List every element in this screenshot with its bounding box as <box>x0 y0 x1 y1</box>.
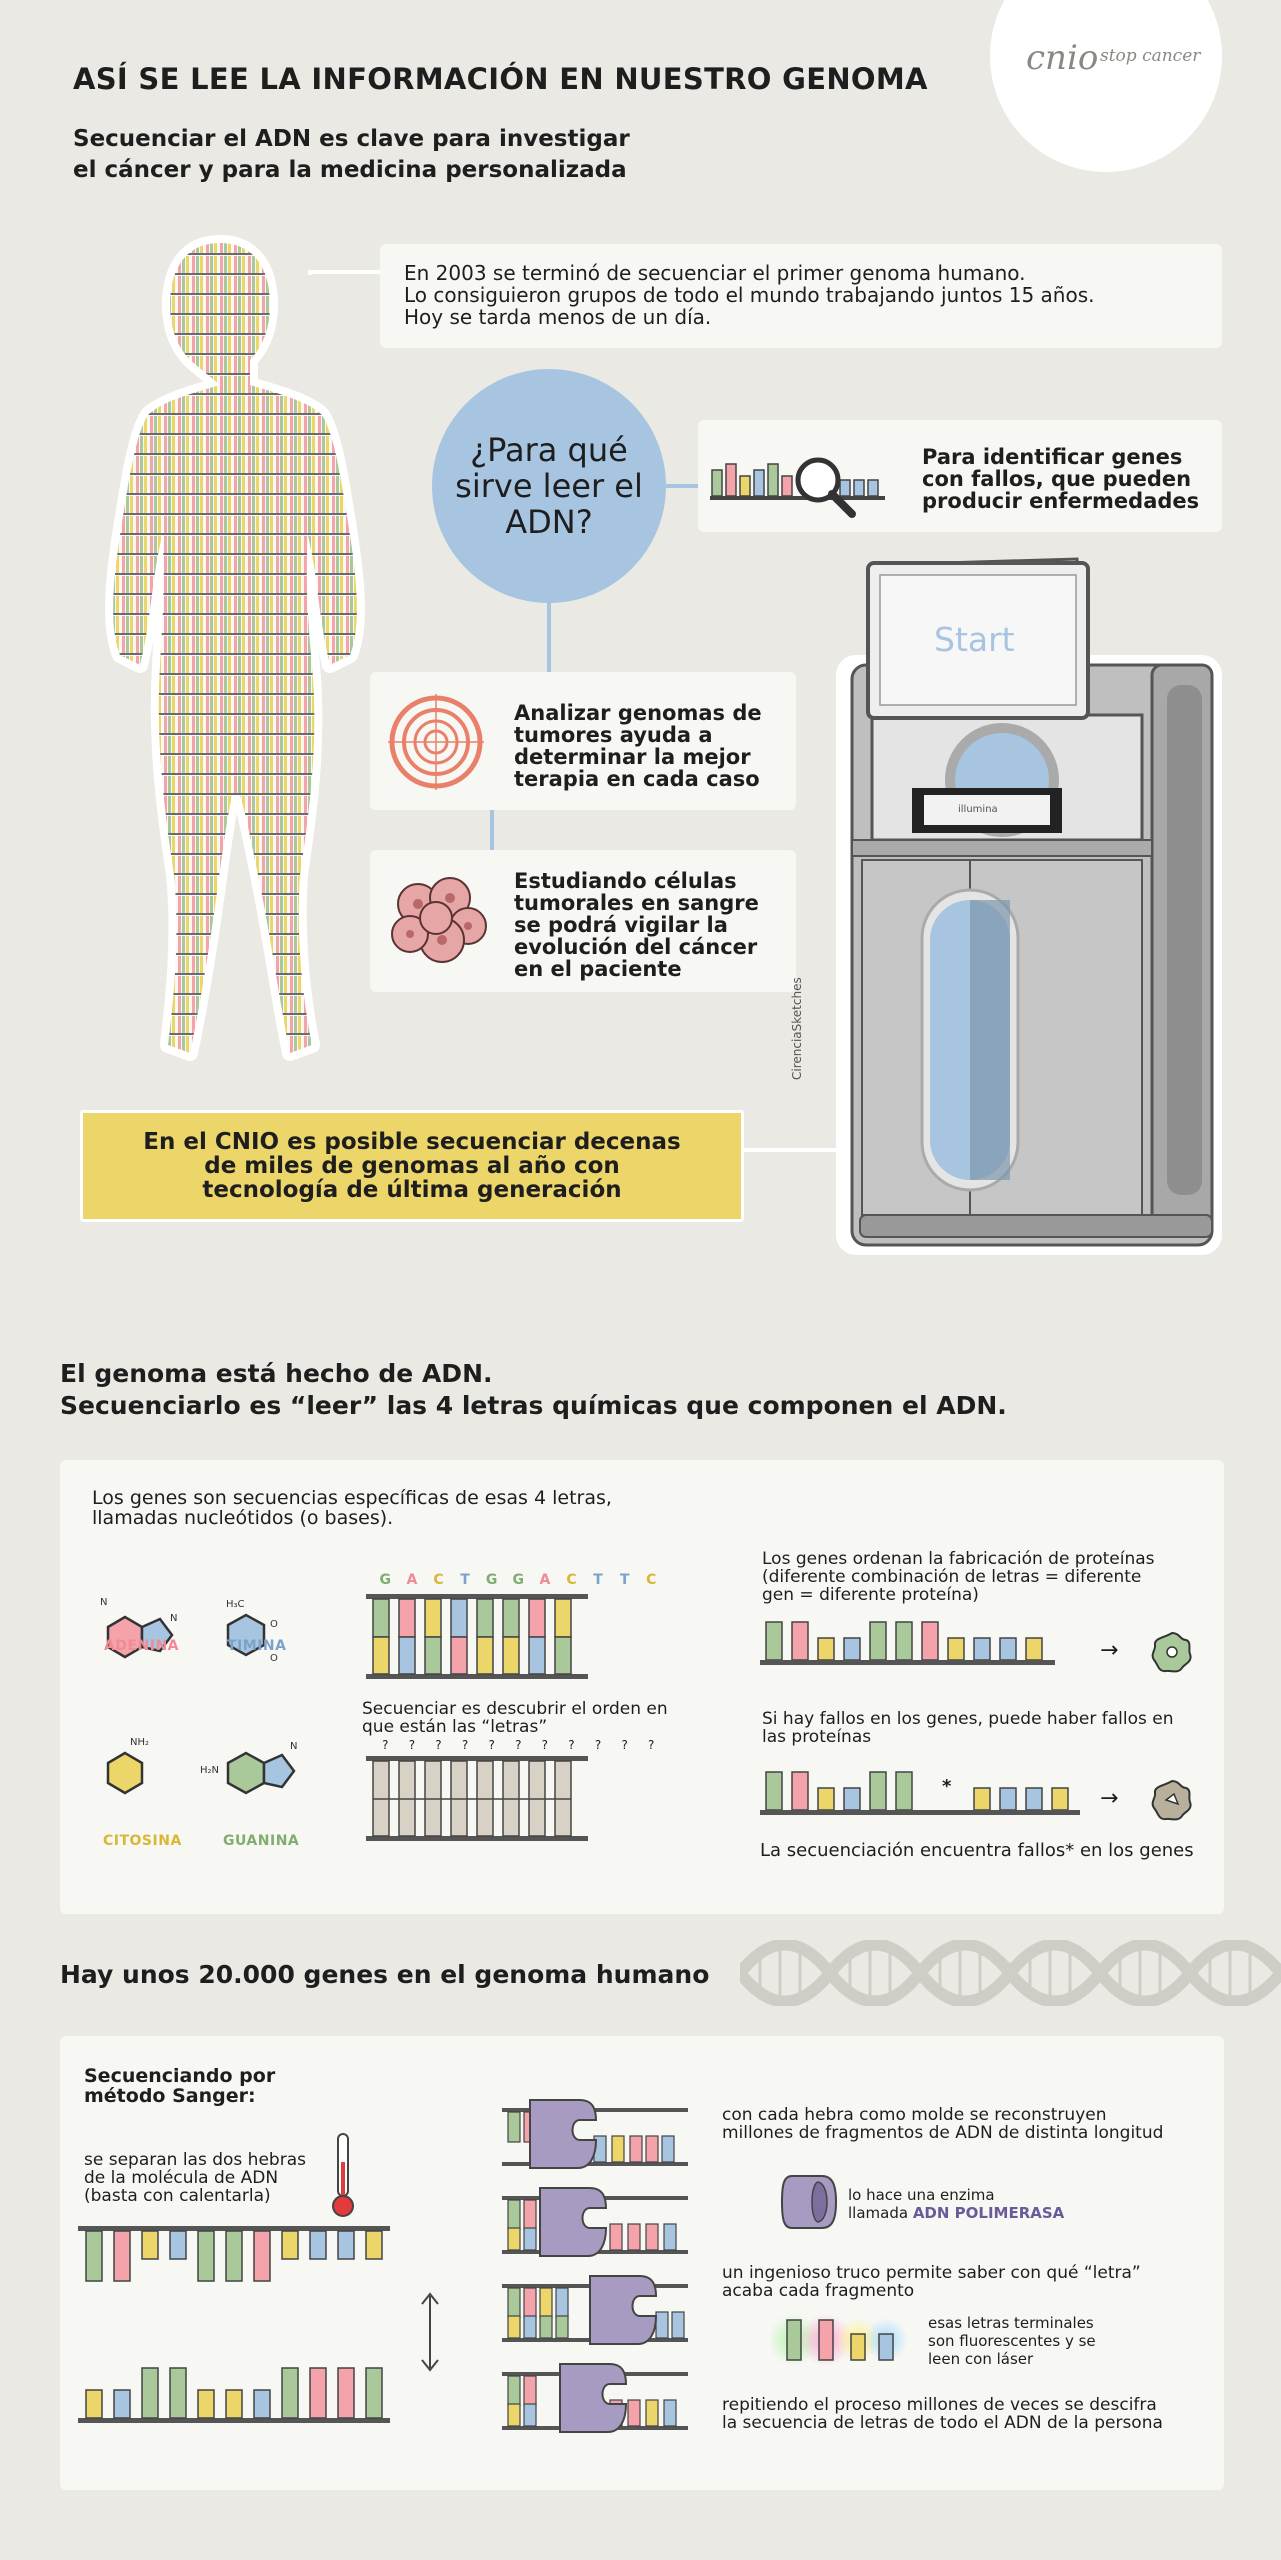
sequence-letters: G A C T G G A C T T C <box>379 1572 657 1588</box>
sanger-panel: Secuenciando por método Sanger: se separan las dos hebras de la molécula de ADN (basta con calentarla) con cada hebra como molde se reconstruyen millones de fragmentos de ADN de distinta longitud lo hace una enzima llamada ADN POLIMERASA un ingenioso truco permite saber con qué “letra” acaba cada fragmento esas letras terminales son fluorescentes y se leen con láser repitiendo el proceso millones de veces se descifra la secuencia de letras de todo el ADN de la persona <box>60 2036 1224 2490</box>
cnio-capacity-box: En el CNIO es posible secuenciar decenas de miles de genomas al año con tecnología de última generación <box>80 1110 744 1222</box>
history-card: En 2003 se terminó de secuenciar el primer genoma humano. Lo consiguieron grupos de todo el mundo trabajando juntos 15 años. Hoy se tarda menos de un día. <box>380 244 1222 348</box>
identify-genes-card: Para identificar genes con fallos, que pueden producir enfermedades <box>698 420 1222 532</box>
svg-text:O: O <box>270 1619 278 1630</box>
polymerase-enzyme-icon <box>780 2174 840 2230</box>
gene-bars-faulty <box>760 1760 1090 1820</box>
svg-text:N: N <box>170 1613 178 1624</box>
svg-text:N: N <box>290 1741 298 1752</box>
label-citosina: CITOSINA <box>103 1833 182 1849</box>
svg-text:H₃C: H₃C <box>226 1599 245 1610</box>
separated-dna-strands <box>78 2226 408 2426</box>
tumor-therapy-card: Analizar genomas de tumores ayuda a determinar la mejor terapia en cada caso <box>370 672 796 810</box>
svg-text:O: O <box>270 1653 278 1664</box>
target-icon <box>388 694 484 790</box>
svg-text:N: N <box>100 1597 108 1608</box>
page-subtitle: Secuenciar el ADN es clave para investigar el cáncer y para la medicina personalizada <box>73 126 630 183</box>
nucleotides-panel: Los genes son secuencias específicas de esas 4 letras, llamadas nucleótidos (o bases). N N H₃C O O NH₂ H₂N N ADENINA TIMINA CITOSINA GUANINA G A C T G G A C T T C Secuenciar es descubrir el orden en que están las “letras” ? ? ? ? ? ? ? ? ? ? ? Los genes ordenan la fabricación de proteínas (diferente combinación de letras = diferente gen = diferente proteína) → Si hay fallos en los genes, puede haber fallos en las proteínas * → La secuenciación encuentra fallos* en los genes <box>60 1460 1224 1914</box>
sequencing-machine <box>832 555 1222 1260</box>
machine-brand-label: illumina <box>958 804 998 815</box>
unknown-letters: ? ? ? ? ? ? ? ? ? ? ? <box>382 1738 655 1752</box>
thermometer-icon <box>328 2132 358 2222</box>
section-genes-title: Hay unos 20.000 genes en el genoma humano <box>60 1960 710 1989</box>
blood-cells-card: Estudiando células tumorales en sangre se podrá vigilar la evolución del cáncer en el paciente <box>370 850 796 992</box>
cnio-logo: cnio <box>1026 38 1099 78</box>
polymerase-strands <box>500 2096 700 2446</box>
sequencing-finds-faults: La secuenciación encuentra fallos* en los genes <box>760 1840 1194 1861</box>
cnio-logo-tagline: stop cancer <box>1100 46 1201 66</box>
question-circle: ¿Para qué sirve leer el ADN? <box>432 369 666 603</box>
base-molecules <box>90 1585 320 1835</box>
dna-helix-decoration <box>740 1940 1281 2006</box>
human-dna-figure <box>50 235 395 1075</box>
unknown-dna-ladder <box>366 1754 596 1850</box>
gene-bars-normal <box>760 1610 1090 1670</box>
label-timina: TIMINA <box>227 1638 287 1654</box>
colored-dna-ladder <box>366 1592 596 1692</box>
separation-double-arrow <box>410 2136 450 2426</box>
tumor-cell-cluster-icon <box>388 874 488 966</box>
protein-faulty-icon <box>1150 1778 1194 1822</box>
section-dna-title: El genoma está hecho de ADN. Secuenciarlo es “leer” las 4 letras químicas que componen el ADN. <box>60 1359 1007 1420</box>
enzyme-name: ADN POLIMERASA <box>912 2204 1065 2222</box>
arrow-to-faulty-protein: → <box>1100 1786 1119 1811</box>
fault-marker: * <box>942 1776 952 1797</box>
page-title: ASÍ SE LEE LA INFORMACIÓN EN NUESTRO GENOMA <box>73 62 928 96</box>
illustration-credit: CirenciaSketches <box>790 977 804 1080</box>
label-adenina: ADENINA <box>104 1638 179 1654</box>
protein-normal-icon <box>1150 1630 1194 1674</box>
machine-screen-label: Start <box>934 620 1015 659</box>
magnifier-dna-icon <box>710 448 900 518</box>
fluorescent-letters-icon <box>770 2306 910 2376</box>
label-guanina: GUANINA <box>223 1833 300 1849</box>
arrow-to-protein: → <box>1100 1638 1119 1663</box>
svg-text:NH₂: NH₂ <box>130 1737 150 1748</box>
svg-text:H₂N: H₂N <box>200 1765 220 1776</box>
